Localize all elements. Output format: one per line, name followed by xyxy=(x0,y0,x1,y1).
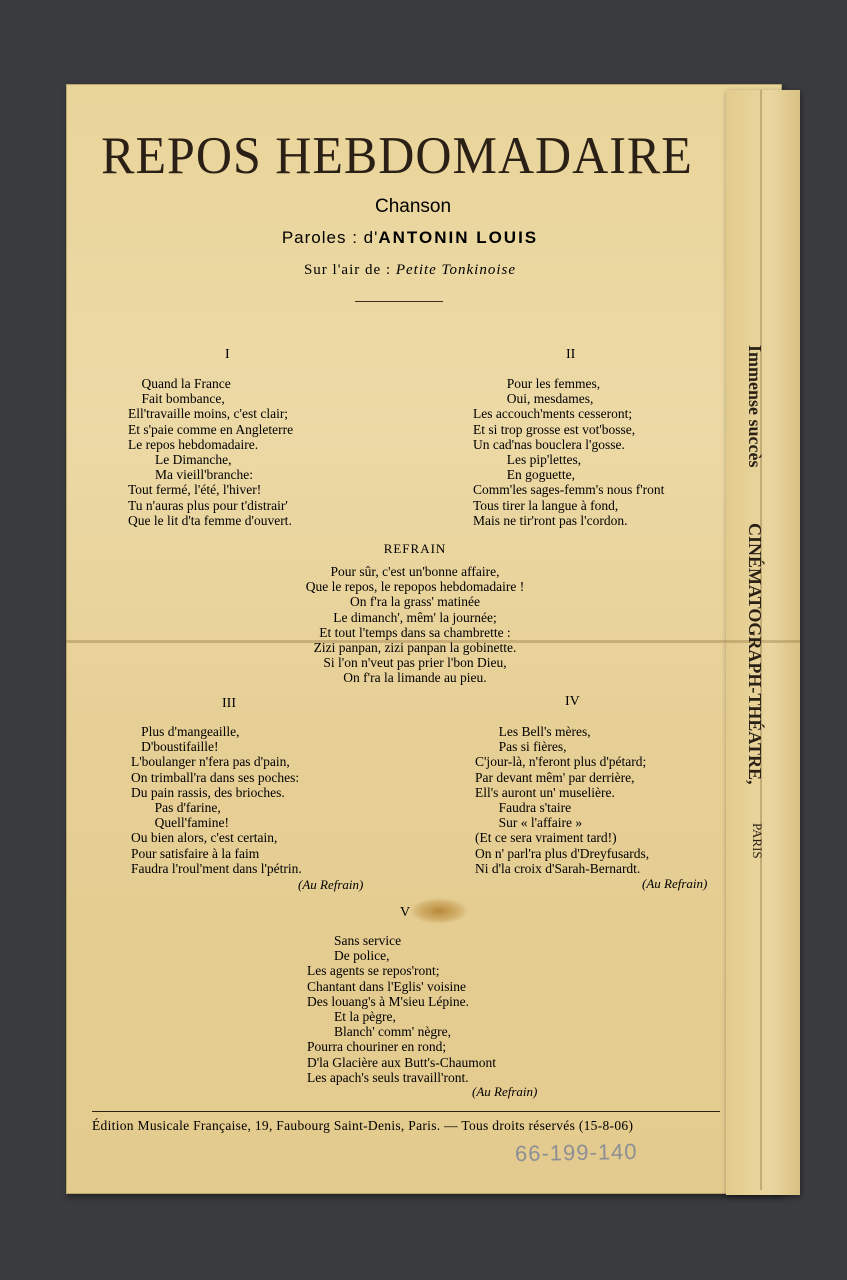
stanza-numeral-3: III xyxy=(222,696,236,711)
tune-prefix: Sur l'air de : xyxy=(303,262,392,278)
side-text-paris: PARIS xyxy=(750,823,765,859)
side-vertical-text xyxy=(729,345,769,885)
stain-mark xyxy=(410,898,468,924)
tune-line xyxy=(200,262,620,279)
au-refrain-5: (Au Refrain) xyxy=(472,1084,538,1099)
stanza-2: Pour les femmes, Oui, mesdames, Les accouch'ments cesseront; Et si trop grosse est vot'bosse, Un cad'nas bouclera l'gosse. Les pip'lettes, En goguette, Comm'les sages-femm's nous f'ront Tous tirer la langue à fond, Mais ne tir'ront pas l'cordon. xyxy=(473,376,665,528)
lyricist-name: ANTONIN LOUIS xyxy=(378,228,539,247)
tune-name: Petite Tonkinoise xyxy=(395,262,517,278)
lyricist-line xyxy=(150,228,670,248)
footer-divider xyxy=(92,1111,720,1112)
au-refrain-3: (Au Refrain) xyxy=(298,877,364,892)
au-refrain-4: (Au Refrain) xyxy=(642,876,708,891)
stanza-1: Quand la France Fait bombance, Ell'travaille moins, c'est clair; Et s'paie comme en Angleterre Le repos hebdomadaire. Le Dimanche, Ma vieill'branche: Tout fermé, l'été, l'hiver! Tu n'auras plus pour t'distrair' Que le lit d'ta femme d'ouvert. xyxy=(128,376,294,528)
song-genre: Chanson xyxy=(374,196,452,217)
stanza-numeral-4: IV xyxy=(565,694,580,709)
stanza-4: Les Bell's mères, Pas si fières, C'jour-là, n'feront plus d'pétard; Par devant mêm' par derrière, Ell's auront un' muselière. Faudra s'taire Sur « l'affaire » (Et ce sera vraiment tard!) On n' parl'ra plus d'Dreyfusards, Ni d'la croix d'Sarah-Bernardt. xyxy=(475,724,650,876)
title-divider xyxy=(355,301,443,302)
stanza-numeral-5: V xyxy=(400,905,411,920)
stanza-3: Plus d'mangeaille, D'boustifaille! L'boulanger n'fera pas d'pain, On trimball'ra dans ses poches: Du pain rassis, des brioches. Pas d'farine, Quell'famine! Ou bien alors, c'est certain, Pour satisfaire à la faim Faudra l'roul'ment dans l'pétrin. xyxy=(131,724,302,876)
lyricist-prefix: Paroles : d' xyxy=(281,228,379,247)
stanza-numeral-1: I xyxy=(225,347,230,362)
refrain-heading: REFRAIN xyxy=(383,541,447,556)
archive-number-stamp: 66-199-140 xyxy=(514,1138,638,1167)
side-text-success: Immense succès xyxy=(745,345,765,468)
publisher-footer: Édition Musicale Française, 19, Faubourg Saint-Denis, Paris. — Tous droits réservés (15-8-06) xyxy=(92,1118,634,1133)
stanza-numeral-2: II xyxy=(566,347,576,362)
side-text-theatre: CINÉMATOGRAPH-THÉATRE, xyxy=(745,523,765,785)
song-title: REPOS HEBDOMADAIRE xyxy=(101,125,693,185)
stanza-5: Sans service De police, Les agents se repos'ront; Chantant dans l'Eglis' voisine Des louang's à M'sieu Lépine. Et la pègre, Blanch' comm' nègre, Pourra chouriner en rond; D'la Glacière aux Butt's-Chaumont Les apach's seuls travaill'ront. xyxy=(307,933,496,1085)
refrain-text: Pour sûr, c'est un'bonne affaire, Que le repos, le repopos hebdomadaire ! On f'ra la grass' matinée Le dimanch', mêm' la journée; Et tout l'temps dans sa chambrette : Zizi panpan, zizi panpan la gobinette. Si l'on n'veut pas prier l'bon Dieu, On f'ra la limande au pieu. xyxy=(305,564,525,686)
